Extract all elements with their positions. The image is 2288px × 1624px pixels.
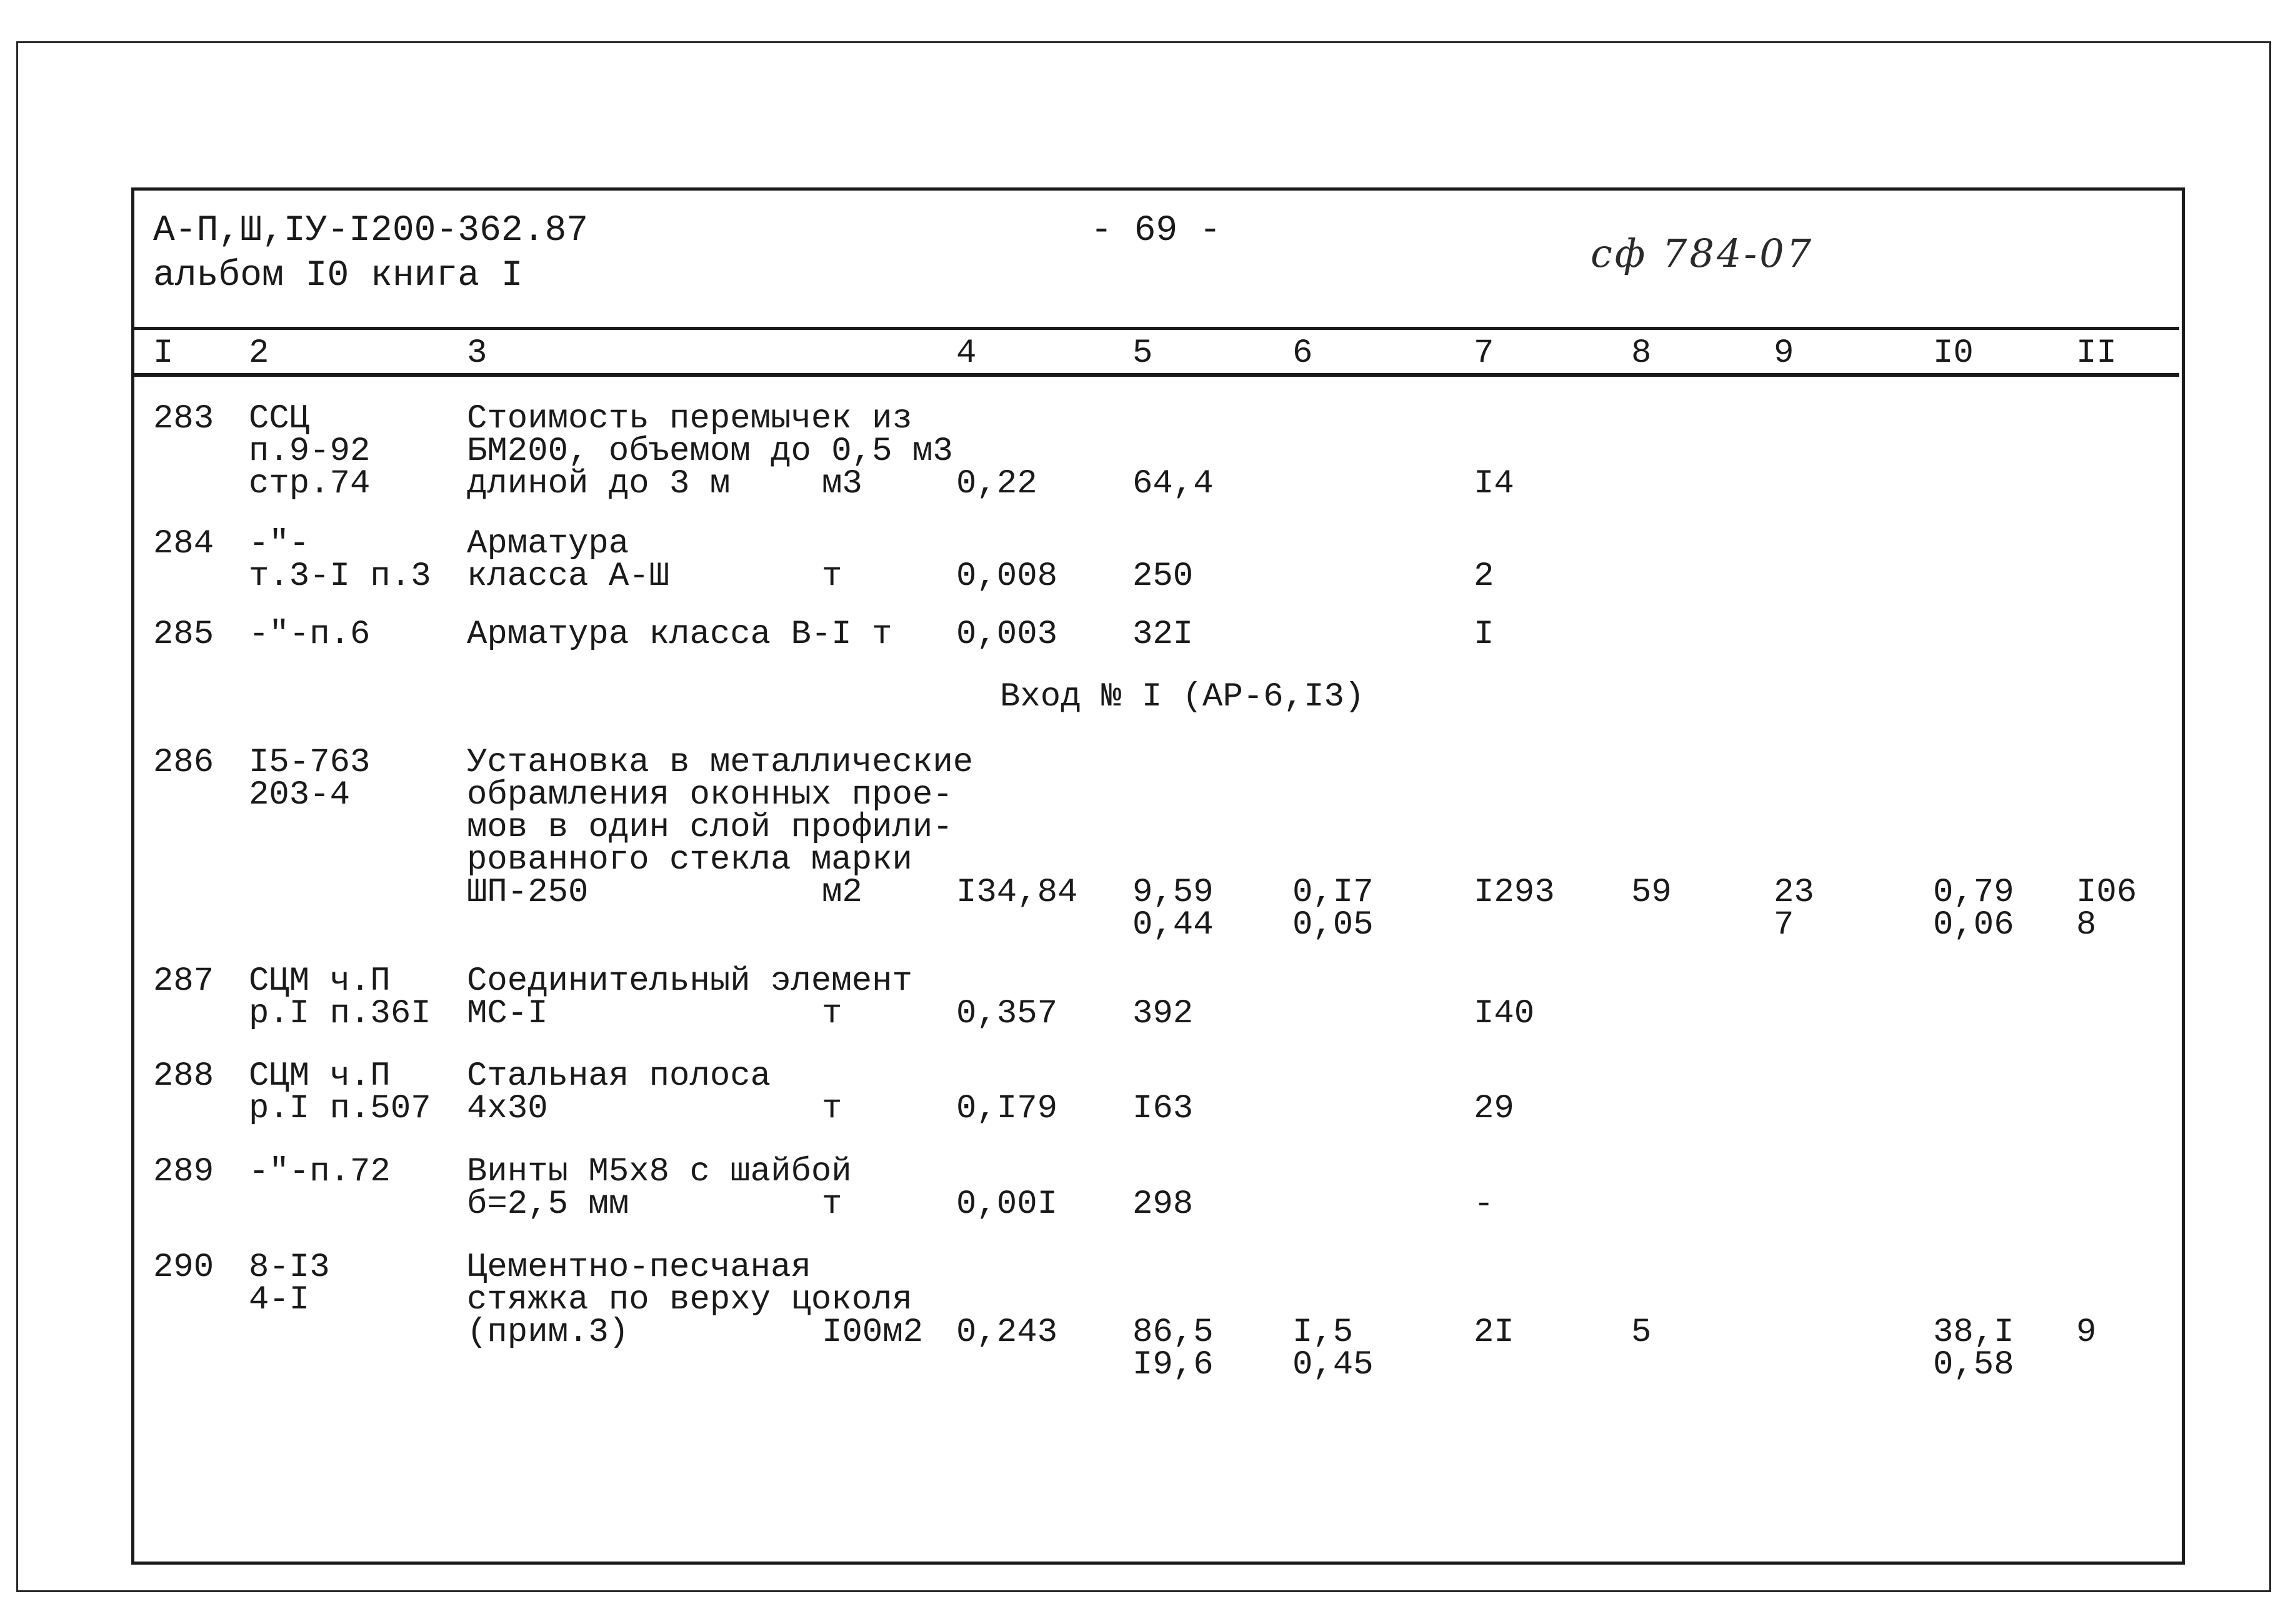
row-description: Установка в металлические [467,744,974,782]
row-col7: 29 [1474,1090,1514,1128]
row-col5: 298 [1132,1185,1194,1223]
row-reference: -"-п.6 [249,615,371,654]
row-description: класса А-Ш [467,557,670,595]
row-unit: м2 [822,874,862,912]
row-col11: 9 [2076,1313,2097,1352]
column-header-2: 2 [249,334,269,372]
column-header-1: I [153,334,174,372]
header-top-rule [134,327,2179,330]
row-quantity: 0,357 [956,995,1058,1033]
row-col7: I4 [1474,465,1514,503]
row-description: рованного стекла марки [467,841,912,879]
row-col5: 86,5 [1132,1313,1214,1352]
row-col11: 8 [2076,906,2097,944]
row-col9: 7 [1774,906,1794,944]
header-bottom-rule [134,373,2179,377]
row-description: Цементно-песчаная [467,1248,811,1287]
row-col5: I63 [1132,1090,1194,1128]
row-description: обрамления оконных прое- [467,776,953,814]
row-quantity: I34,84 [956,874,1078,912]
row-description: длиной до 3 м [467,465,731,503]
row-reference: р.I п.36I [249,995,431,1033]
row-col5: 0,44 [1132,906,1214,944]
column-header-9: 9 [1774,334,1794,372]
row-description: Стальная полоса [467,1057,771,1095]
row-description: 4х30 [467,1090,548,1128]
row-number: 287 [153,962,214,1000]
row-unit: т [822,1185,842,1223]
row-reference: 203-4 [249,776,351,814]
row-quantity: 0,22 [956,465,1037,503]
row-col5: 64,4 [1132,465,1214,503]
row-quantity: 0,003 [956,615,1058,654]
row-reference: 4-I [249,1281,310,1319]
column-header-11: II [2076,334,2117,372]
row-number: 286 [153,744,214,782]
row-description: стяжка по верху цоколя [467,1281,912,1319]
column-header-4: 4 [956,334,977,372]
row-number: 284 [153,525,214,563]
row-quantity: 0,00I [956,1185,1058,1223]
row-reference: 8-I3 [249,1248,330,1287]
row-description: Стоимость перемычек из [467,400,912,438]
row-number: 285 [153,615,214,654]
row-reference: т.3-I п.3 [249,557,431,595]
row-col5: 9,59 [1132,874,1214,912]
row-unit: т [822,995,842,1033]
row-col6: 0,I7 [1292,874,1374,912]
row-reference: стр.74 [249,465,371,503]
row-col8: 5 [1631,1313,1652,1352]
row-col11: I06 [2076,874,2137,912]
row-unit: м3 [822,465,862,503]
row-reference: п.9-92 [249,432,371,471]
row-col5: 250 [1132,557,1194,595]
column-header-8: 8 [1631,334,1652,372]
column-header-6: 6 [1292,334,1313,372]
row-description: Соединительный элемент [467,962,912,1000]
row-col7: 2 [1474,557,1494,595]
row-col7: I293 [1474,874,1555,912]
row-col10: 0,06 [1933,906,2014,944]
row-reference: СЦМ ч.П [249,962,391,1000]
row-description: ШП-250 [467,874,589,912]
row-number: 283 [153,400,214,438]
row-col7: - [1474,1185,1494,1223]
section-heading: Вход № I (АР-6,I3) [1000,678,1365,716]
row-quantity: 0,008 [956,557,1058,595]
row-unit: т [822,557,842,595]
column-header-10: I0 [1933,334,1974,372]
row-description: б=2,5 мм [467,1185,629,1223]
row-col10: 38,I [1933,1313,2014,1352]
row-reference: -"-п.72 [249,1153,391,1191]
handwritten-reference: сф 784-07 [1591,231,1814,276]
row-col6: 0,05 [1292,906,1374,944]
row-reference: СЦМ ч.П [249,1057,391,1095]
row-col7: I [1474,615,1494,654]
row-reference: р.I п.507 [249,1090,431,1128]
row-col6: 0,45 [1292,1346,1374,1384]
row-number: 289 [153,1153,214,1191]
row-unit: I00м2 [822,1313,924,1352]
row-description: МС-I [467,995,548,1033]
row-col9: 23 [1774,874,1814,912]
row-quantity: 0,243 [956,1313,1058,1352]
row-col7: I40 [1474,995,1535,1033]
row-quantity: 0,I79 [956,1090,1058,1128]
row-col7: 2I [1474,1313,1514,1352]
row-reference: -"- [249,525,310,563]
row-description: Арматура [467,525,629,563]
row-reference: I5-763 [249,744,371,782]
document-code: А-П,Ш,IУ-I200-362.87 [153,211,589,251]
row-col10: 0,58 [1933,1346,2014,1384]
row-reference: ССЦ [249,400,310,438]
row-number: 290 [153,1248,214,1287]
row-description: Арматура класса В-I т [467,615,892,654]
row-unit: т [822,1090,842,1128]
row-col5: 392 [1132,995,1194,1033]
row-col6: I,5 [1292,1313,1354,1352]
row-col8: 59 [1631,874,1672,912]
row-col10: 0,79 [1933,874,2014,912]
row-number: 288 [153,1057,214,1095]
row-description: мов в один слой профили- [467,809,953,847]
row-description: БМ200, объемом до 0,5 м3 [467,432,953,471]
row-description: (прим.3) [467,1313,629,1352]
column-header-3: 3 [467,334,487,372]
row-description: Винты М5х8 с шайбой [467,1153,852,1191]
column-header-7: 7 [1474,334,1494,372]
column-header-5: 5 [1132,334,1153,372]
row-col5: I9,6 [1132,1346,1214,1384]
row-col5: 32I [1132,615,1194,654]
page-number: - 69 - [1091,211,1221,251]
album-label: альбом I0 книга I [153,256,523,296]
